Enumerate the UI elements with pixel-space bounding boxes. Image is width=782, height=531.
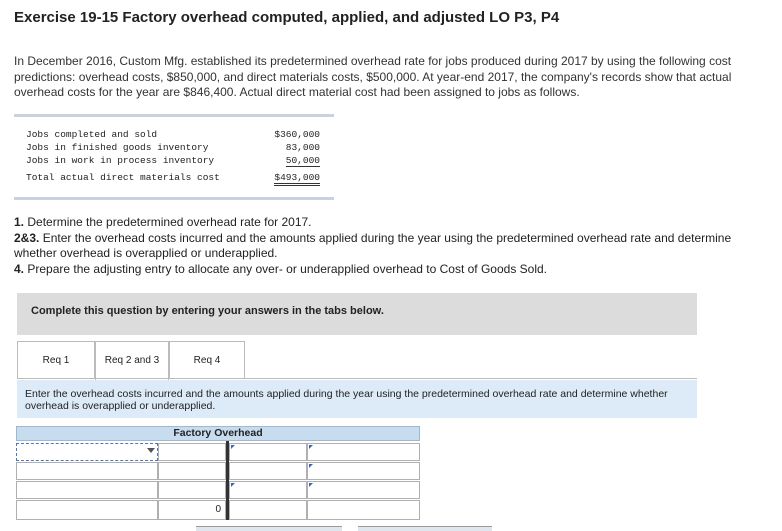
tab-req-4[interactable]: Req 4 — [169, 341, 245, 379]
complete-question-banner — [17, 293, 697, 335]
debit-account-input-2[interactable] — [16, 462, 158, 480]
debit-balance-cell — [158, 500, 226, 520]
tab-req-1[interactable]: Req 1 — [17, 341, 95, 379]
row-label: Jobs completed and sold — [26, 129, 158, 140]
bottom-nav-tab-right[interactable] — [358, 526, 492, 531]
credit-total-cell — [307, 481, 420, 499]
intro-paragraph: In December 2016, Custom Mfg. established its predetermined overhead rate for jobs produced during 2017 by using the following cost predictions: overhead costs, $850,000, and direct materials costs, $500,000. At year-end 2017, the company's records show that actual overhead costs for the year are $846,400. Actual direct material cost had been assigned to jobs as follows. — [14, 54, 732, 99]
debit-total-label-cell[interactable] — [16, 481, 158, 499]
requirement-4: 4. Prepare the adjusting entry to allocate any over- or underapplied overhead to Cost of Goods Sold. — [14, 261, 547, 276]
debit-account-select-1[interactable] — [16, 443, 158, 461]
credit-amount-input-1[interactable] — [307, 443, 420, 461]
tab-req-2-and-3[interactable]: Req 2 and 3 — [95, 341, 169, 381]
credit-balance-cell — [307, 500, 420, 520]
debit-total-cell — [158, 481, 226, 499]
t-account-title: Factory Overhead — [16, 426, 420, 441]
balance-account-input[interactable] — [16, 500, 158, 520]
row-value: 50,000 — [285, 155, 320, 166]
credit-amount-input-2[interactable] — [307, 462, 420, 480]
banner-text: Complete this question by entering your answers in the tabs below. — [31, 305, 384, 317]
credit-total-label-cell[interactable] — [229, 481, 307, 499]
chevron-down-icon[interactable] — [147, 448, 155, 453]
bottom-nav-tab-left[interactable] — [196, 526, 342, 531]
row-value: $360,000 — [274, 129, 320, 140]
exercise-title: Exercise 19-15 Factory overhead computed, applied, and adjusted LO P3, P4 — [14, 9, 560, 26]
corner-marker-icon — [231, 483, 235, 487]
materials-cost-table — [14, 114, 334, 200]
requirements-list — [14, 215, 766, 277]
row-label: Jobs in finished goods inventory — [26, 142, 209, 153]
factory-overhead-t-account — [16, 426, 420, 520]
credit-balance-account-input[interactable] — [229, 500, 307, 520]
corner-marker-icon — [309, 445, 313, 449]
instructions-box — [17, 380, 697, 418]
debit-balance-value: 0 — [215, 504, 221, 515]
t-account-vertical-rule — [226, 441, 229, 520]
requirement-2-3: 2&3. Enter the overhead costs incurred and the amounts applied during the year using the predetermined overhead rate and determine whether overhead is overapplied or underapplied. — [14, 230, 732, 260]
credit-account-input-2[interactable] — [229, 462, 307, 480]
debit-amount-input-2[interactable] — [158, 462, 226, 480]
credit-account-input-1[interactable] — [229, 443, 307, 461]
corner-marker-icon — [309, 464, 313, 468]
row-value: $493,000 — [274, 172, 320, 186]
row-label: Total actual direct materials cost — [26, 172, 220, 183]
requirement-1: 1. Determine the predetermined overhead rate for 2017. — [14, 215, 312, 229]
row-label: Jobs in work in process inventory — [26, 155, 215, 166]
corner-marker-icon — [309, 483, 313, 487]
tab-divider — [17, 378, 697, 379]
instructions-text: Enter the overhead costs incurred and the amounts applied during the year using the predetermined overhead rate and determine whether overhead is overapplied or underapplied. — [25, 388, 668, 412]
debit-amount-input-1[interactable] — [158, 443, 226, 461]
corner-marker-icon — [231, 445, 235, 449]
row-value: 83,000 — [285, 142, 320, 153]
